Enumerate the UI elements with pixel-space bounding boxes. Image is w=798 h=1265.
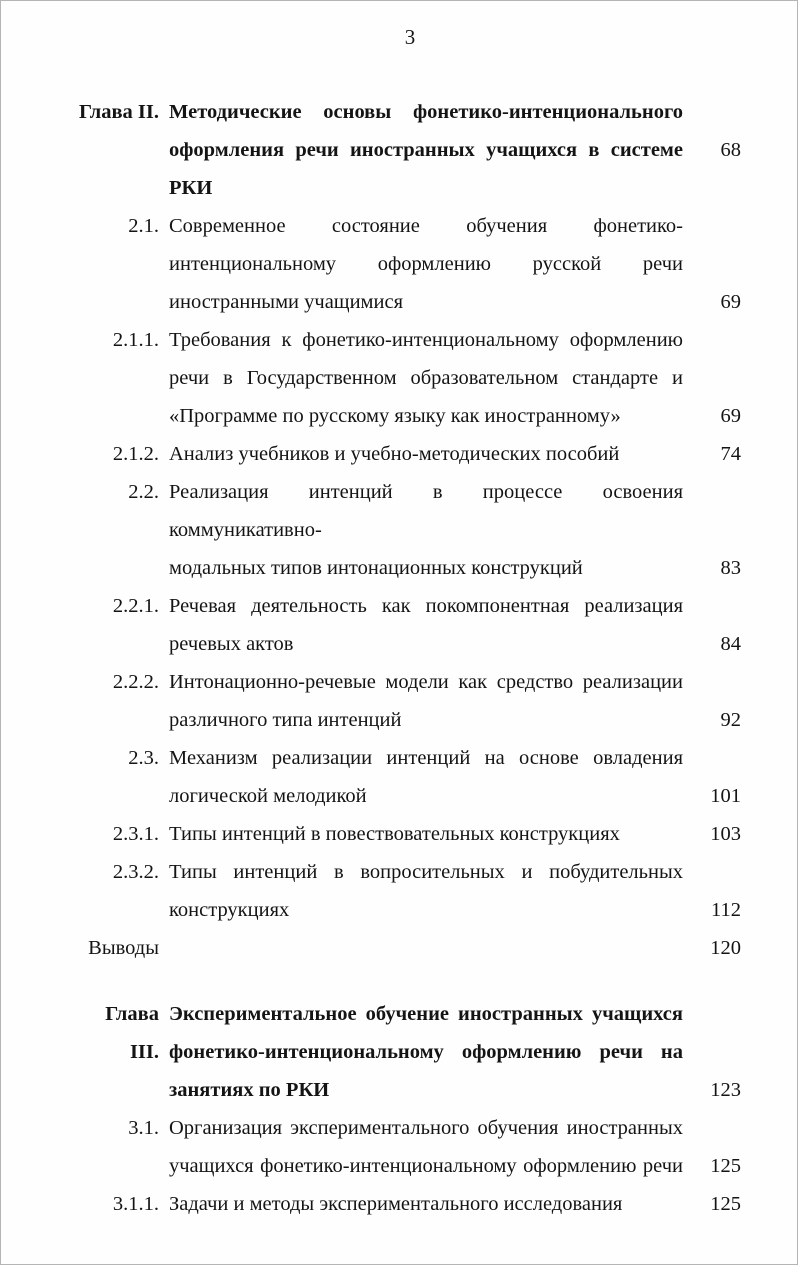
- toc-entry-title: Анализ учебников и учебно-методических пособий: [169, 443, 620, 465]
- toc-entry: [79, 815, 741, 853]
- toc-page-number: 120: [710, 937, 741, 959]
- toc-entry: [79, 929, 741, 967]
- toc-entry: [79, 587, 741, 663]
- toc-line: [79, 587, 741, 625]
- toc-entry-title: «Программе по русскому языку как иностранному»: [169, 405, 621, 427]
- toc-entry-title: Методические основы фонетико-интенционального: [169, 101, 683, 123]
- toc-entry-label: Глава: [105, 1003, 159, 1025]
- toc-entry-title: конструкциях: [169, 899, 290, 921]
- toc-page-number: 101: [710, 785, 741, 807]
- toc-page-number: 68: [720, 139, 741, 161]
- toc-page-number: 103: [710, 823, 741, 845]
- toc-line: [79, 435, 741, 473]
- toc-entry-label: Выводы: [88, 937, 159, 959]
- toc-line: [79, 853, 741, 891]
- toc-line: [79, 359, 741, 397]
- toc-entry-label: 2.3.: [128, 747, 159, 769]
- toc-entry-title: Современное состояние обучения фонетико-: [169, 215, 683, 237]
- toc-entry-title: речевых актов: [169, 633, 294, 655]
- toc-line: [79, 625, 741, 663]
- toc-entry-title: речи в Государственном образовательном стандарте и: [169, 367, 683, 389]
- toc-entry-title: интенциональному оформлению русской речи: [169, 253, 683, 275]
- toc-entry-title: Интонационно-речевые модели как средство реализации: [169, 671, 683, 693]
- toc-entry-title: модальных типов интонационных конструкций: [169, 557, 583, 579]
- toc-page-number: 92: [720, 709, 741, 731]
- toc-entry-title: занятиях по РКИ: [169, 1079, 330, 1101]
- toc-line: [79, 1185, 741, 1223]
- toc-entry-label: 3.1.1.: [112, 1193, 159, 1215]
- toc-page-number: 69: [720, 291, 741, 313]
- toc-line: [79, 1033, 741, 1071]
- toc-page-number: 84: [720, 633, 741, 655]
- toc-entry-label: 2.3.2.: [112, 861, 159, 883]
- toc-line: [79, 93, 741, 131]
- toc-line: [79, 815, 741, 853]
- toc-line: [79, 321, 741, 359]
- toc-page-number: 112: [711, 899, 741, 921]
- toc-entry-label: 3.1.: [128, 1117, 159, 1139]
- toc-entry-title: Организация экспериментального обучения иностранных: [169, 1117, 683, 1139]
- toc-entry: [79, 1185, 741, 1223]
- toc-line: [79, 549, 741, 587]
- toc-line: [79, 245, 741, 283]
- toc-entry-title: логической мелодикой: [169, 785, 367, 807]
- toc-entry-label: 2.1.1.: [112, 329, 159, 351]
- toc-entry-title: учащихся фонетико-интенциональному оформлению речи: [169, 1155, 683, 1177]
- toc-entry-title: Типы интенций в вопросительных и побудительных: [169, 861, 683, 883]
- toc-line: [79, 929, 741, 967]
- toc-entry-label: 2.2.: [128, 481, 159, 503]
- toc-entry: [79, 207, 741, 321]
- toc-page-number: 69: [720, 405, 741, 427]
- toc-entry-title: Экспериментальное обучение иностранных учащихся: [169, 1003, 683, 1025]
- toc-line: [79, 169, 741, 207]
- toc-line: [79, 473, 741, 549]
- toc-entry-label: 2.1.2.: [112, 443, 159, 465]
- toc-entry-title: Речевая деятельность как покомпонентная реализация: [169, 595, 683, 617]
- toc-entry-title: Типы интенций в повествовательных конструкциях: [169, 823, 620, 845]
- toc-page-number: 123: [710, 1079, 741, 1101]
- toc-line: [79, 701, 741, 739]
- toc-entry: [79, 473, 741, 587]
- toc-line: [79, 663, 741, 701]
- toc-line: [79, 1071, 741, 1109]
- table-of-contents: [79, 93, 741, 1223]
- toc-entry: [79, 93, 741, 207]
- page-number-top: 3: [404, 25, 416, 49]
- toc-entry-title: фонетико-интенциональному оформлению речи на: [169, 1041, 683, 1063]
- toc-line: [79, 739, 741, 777]
- toc-entry-title: оформления речи иностранных учащихся в системе: [169, 139, 683, 161]
- toc-line: [79, 995, 741, 1033]
- toc-entry-label: III.: [129, 1041, 159, 1063]
- toc-entry-label: Глава II.: [79, 101, 160, 123]
- toc-entry-label: 2.1.: [128, 215, 159, 237]
- toc-page-number: 83: [720, 557, 741, 579]
- toc-line: [79, 397, 741, 435]
- toc-entry-title: Реализация интенций в процессе освоения коммуникативно-: [169, 481, 683, 541]
- toc-line: [79, 777, 741, 815]
- toc-entry-title: различного типа интенций: [169, 709, 402, 731]
- toc-entry-label: 2.3.1.: [112, 823, 159, 845]
- toc-entry-title: РКИ: [169, 177, 213, 199]
- toc-line: [79, 1147, 741, 1185]
- toc-entry: [79, 435, 741, 473]
- toc-entry-title: Механизм реализации интенций на основе овладения: [169, 747, 683, 769]
- toc-entry-label: 2.2.1.: [112, 595, 159, 617]
- toc-page-number: 74: [720, 443, 741, 465]
- toc-entry: [79, 1109, 741, 1185]
- toc-line: [79, 131, 741, 169]
- toc-entry-title: Требования к фонетико-интенциональному оформлению: [169, 329, 683, 351]
- toc-page-number: 125: [710, 1155, 741, 1177]
- toc-entry: [79, 995, 741, 1109]
- toc-line: [79, 891, 741, 929]
- toc-page-number: 125: [710, 1193, 741, 1215]
- toc-entry-title: иностранными учащимися: [169, 291, 404, 313]
- toc-entry: [79, 739, 741, 815]
- toc-line: [79, 283, 741, 321]
- toc-line: [79, 1109, 741, 1147]
- toc-entry: [79, 853, 741, 929]
- toc-line: [79, 207, 741, 245]
- toc-entry: [79, 663, 741, 739]
- toc-entry: [79, 321, 741, 435]
- toc-entry-title: Задачи и методы экспериментального исследования: [169, 1193, 623, 1215]
- toc-entry-label: 2.2.2.: [112, 671, 159, 693]
